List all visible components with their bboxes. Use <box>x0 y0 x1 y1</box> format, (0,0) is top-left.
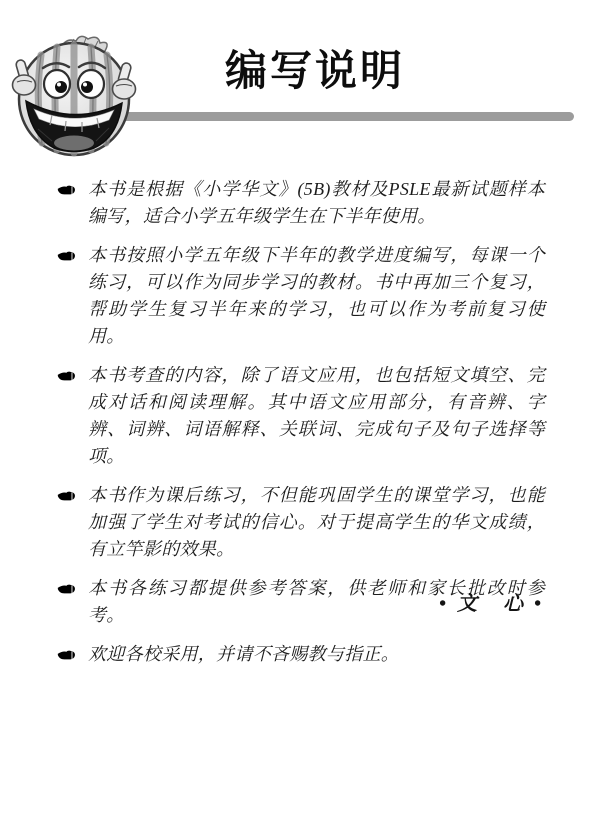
bullet-item <box>57 176 545 230</box>
bullet-item <box>57 362 545 470</box>
bullet-text: 本书各练习都提供参考答案，供老师和家长批改时参考。 <box>88 578 545 625</box>
bullet-text: 欢迎各校采用，并请不吝赐教与指正。 <box>88 644 400 664</box>
pointing-hand-icon <box>57 482 88 502</box>
pointing-hand-icon <box>57 362 88 382</box>
bullet-text: 本书考查的内容，除了语文应用，也包括短文填空、完成对话和阅读理解。其中语文应用部分，有音辨、字辨、词辨、词语解释、关联词、完成句子及句子选择等项。 <box>88 365 545 466</box>
bullet-text: 本书是根据《小学华文》(5B)教材及PSLE最新试题样本编写，适合小学五年级学生在下半年使用。 <box>88 179 545 226</box>
page-title: 编写说明 <box>224 46 405 95</box>
bullet-item <box>57 641 545 668</box>
bullet-text: 本书按照小学五年级下半年的教学进度编写，每课一个练习，可以作为同步学习的教材。书中再加三个复习，帮助学生复习半年来的学习，也可以作为考前复习使用。 <box>88 245 545 346</box>
bullet-item <box>57 482 545 563</box>
author-signature: • 文 心 • <box>438 593 544 615</box>
bullet-item <box>57 242 545 350</box>
bullet-text: 本书作为课后练习，不但能巩固学生的课堂学习，也能加强了学生对考试的信心。对于提高学生的华文成绩，有立竿影的效果。 <box>88 485 545 559</box>
pointing-hand-icon <box>57 575 88 595</box>
title-rule <box>108 112 574 121</box>
pointing-hand-icon <box>57 176 88 196</box>
watermelon-mascot-icon <box>8 32 140 160</box>
pointing-hand-icon <box>57 242 88 262</box>
pointing-hand-icon <box>57 641 88 661</box>
